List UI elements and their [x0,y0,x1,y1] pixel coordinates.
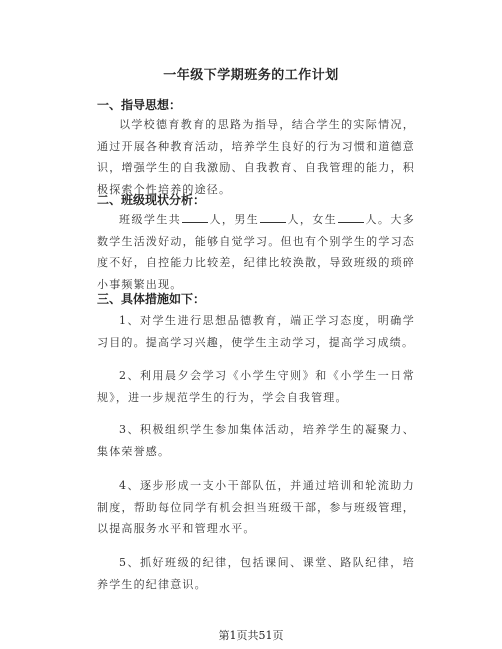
section-heading-class-status: 二、班级现状分析： [97,193,206,207]
measure-item-4: 4、逐步形成一支小干部队伍，并通过培训和轮流助力制度，帮助每位同学有机会担当班级干部，参与班级管理，以提高服务水平和管理水平。 [97,479,415,535]
document-title: 一年级下学期班务的工作计划 [163,68,339,83]
section-heading-guiding-thought: 一、指导思想： [97,98,182,112]
blank-girls-count [338,212,364,223]
status-text-total: 班级学生共 [119,213,182,226]
page-number: 第1页共51页 [218,629,284,642]
measure-item-1: 1、对学生进行思想品德教育，端正学习态度，明确学习目的。提高学习兴趣，使学生主动学习，提高学习成绩。 [97,314,415,349]
status-text-description: 人。大多数学生活泼好动，能够自觉学习。但也有个别学生的学习态度不好，自控能力比较差，纪律比较涣散，导致班级的琐碎小事频繁出现。 [97,213,415,291]
status-text-boys: 人，男生 [209,213,260,226]
measure-item-5: 5、抓好班级的纪律，包括课间、课堂、路队纪律，培养学生的纪律意识。 [97,556,415,591]
paragraph-class-status [97,209,415,295]
paragraph-guiding-thought: 以学校德育教育的思路为指导，结合学生的实际情况，通过开展各种教育活动，培养学生良好的行为习惯和道德意识，增强学生的自我激励、自我教育、自我管理的能力，积极探索个性培养的途径。 [97,118,415,196]
status-text-girls: 人，女生 [287,213,338,226]
blank-total-count [182,212,208,223]
measure-item-3: 3、积极组织学生参加集体活动，培养学生的凝聚力、集体荣誉感。 [97,423,415,458]
section-heading-measures: 三、具体措施如下： [97,292,206,306]
blank-boys-count [260,212,286,223]
measure-item-2: 2、利用晨夕会学习《小学生守则》和《小学生一日常规》，进一步规范学生的行为，学会自我管理。 [97,369,415,404]
